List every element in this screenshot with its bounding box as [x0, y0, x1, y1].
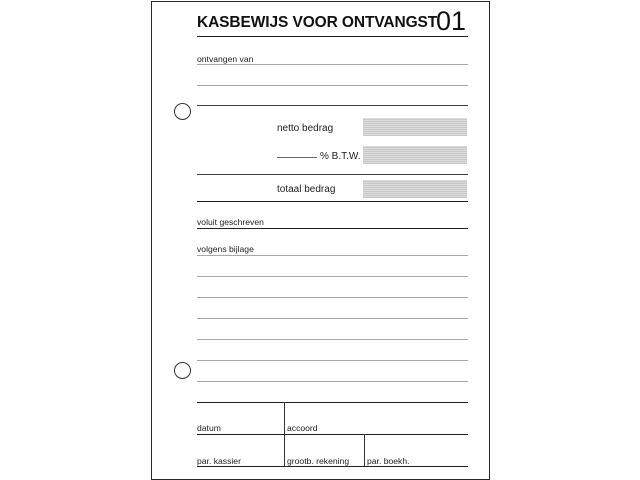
vat-percentage-field[interactable]	[277, 157, 317, 158]
attachment-line-7[interactable]	[197, 381, 468, 382]
title-underline	[197, 36, 468, 37]
total-underline	[197, 201, 468, 202]
attachment-line-3[interactable]	[197, 297, 468, 298]
received-from-line-2[interactable]	[197, 85, 468, 86]
written-out-label: voluit geschreven	[197, 217, 264, 227]
received-from-label: ontvangen van	[197, 54, 254, 64]
net-amount-label: netto bedrag	[277, 123, 334, 134]
punch-hole-top	[174, 103, 191, 120]
receipt-form	[151, 1, 490, 480]
attachment-line-1[interactable]	[197, 255, 468, 256]
subtotal-divider	[197, 174, 468, 175]
written-out-line[interactable]	[197, 228, 468, 229]
footer-bottom-rule	[197, 466, 468, 467]
attachment-line-4[interactable]	[197, 318, 468, 319]
per-attachment-label: volgens bijlage	[197, 244, 254, 254]
received-from-line-1[interactable]	[197, 64, 468, 65]
form-title: KASBEWIJS VOOR ONTVANGST	[197, 14, 438, 31]
date-label: datum	[197, 423, 221, 433]
section-divider-top	[197, 105, 468, 106]
attachment-line-5[interactable]	[197, 339, 468, 340]
footer-middle-rule	[197, 434, 468, 435]
form-number: 01	[436, 6, 467, 36]
punch-hole-bottom	[174, 362, 191, 379]
approval-label: accoord	[287, 423, 318, 433]
attachment-line-2[interactable]	[197, 276, 468, 277]
bookkeeper-initials-label: par. boekh.	[367, 456, 410, 466]
footer-divider-2	[364, 434, 365, 466]
net-amount-field[interactable]	[363, 118, 467, 136]
vat-label: % B.T.W.	[320, 151, 361, 162]
attachment-line-6[interactable]	[197, 360, 468, 361]
footer-top-rule	[197, 402, 468, 403]
total-amount-label: totaal bedrag	[277, 184, 336, 195]
total-amount-field[interactable]	[363, 180, 467, 198]
vat-amount-field[interactable]	[363, 146, 467, 164]
ledger-account-label: grootb. rekening	[287, 456, 350, 466]
cashier-initials-label: par. kassier	[197, 456, 241, 466]
